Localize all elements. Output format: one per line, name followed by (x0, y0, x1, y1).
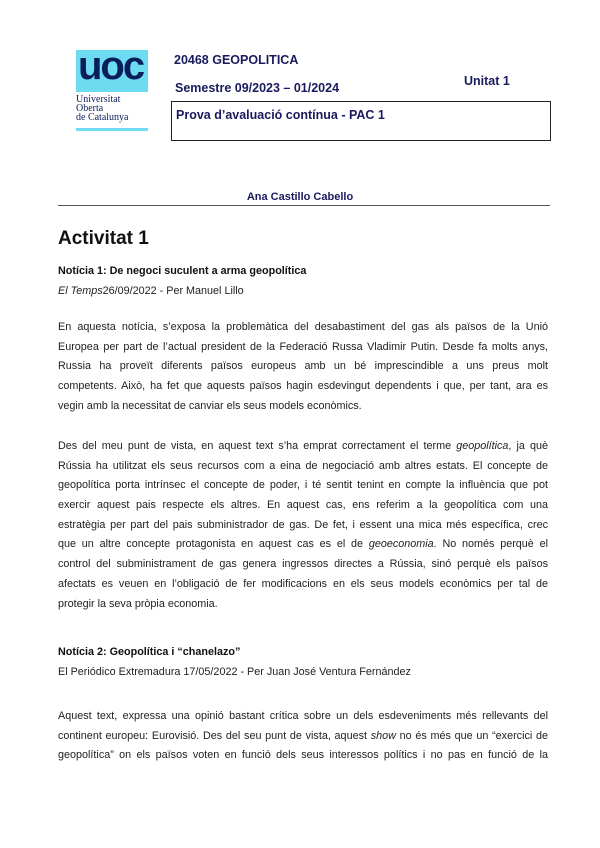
paragraph-line: protegir la seva pròpia economia. (58, 597, 218, 610)
news2-meta: El Periódico Extremadura 17/05/2022 - Per Juan José Ventura Fernández (58, 665, 411, 678)
paragraph-line: afectats es veuen en l’obligació de fer modificacions en els seus models econòmics per tal de (58, 577, 548, 590)
assessment-title: Prova d’avaluació contínua - PAC 1 (176, 108, 385, 122)
unit-label: Unitat 1 (464, 74, 510, 88)
paragraph-line: competents. Això, ha fet que aquests països hagin esdevingut dependents i que, per tant, ara es (58, 380, 548, 393)
paragraph-line: geopolítica porta intrínsec el concepte de poder, i té sentit tenint en compte la influència que pot (58, 479, 548, 492)
news1-paragraph-1 (58, 318, 548, 416)
paragraph-line: estratègia per part del pais subministrador de gas. De fet, i essent una mica més específica, crec (58, 518, 548, 531)
paragraph-line: exercir aquest pais respecte els altres. En aquest cas, ens referim a la geopolítica com una (58, 499, 548, 512)
paragraph-line: control del subministrament de gas genera ingressos directes a Rússia, sinó perquè els països (58, 558, 548, 571)
paragraph-line: que un altre concepte protagonista en aquest cas es el de geoeconomia. No només perquè el (58, 538, 548, 551)
divider (58, 205, 550, 206)
news1-header (58, 262, 548, 301)
paragraph-line: Aquest text, expressa una opinió bastant crítica sobre un dels esdeveniments més rellevants del (58, 710, 548, 722)
paragraph-line: continent europeu: Eurovisió. Des del seu punt de vista, aquest show no és més que un “exercici de (58, 729, 548, 742)
paragraph-line: Russia ha proveït diferents països europeus amb un bé imprescindible a uns preus molt (58, 360, 548, 373)
news1-meta: El Temps26/09/2022 - Per Manuel Lillo (58, 284, 244, 297)
paragraph-line: Rússia ha utilitzat els seus recursos com a eina de negociació amb altres estats. El concepte de (58, 459, 548, 472)
uoc-logo: uoc Universitat Oberta de Catalunya (76, 50, 148, 131)
assessment-box (171, 101, 551, 141)
news2-header (58, 643, 548, 682)
news1-paragraph-2 (58, 437, 548, 614)
course-title: 20468 GEOPOLITICA (174, 53, 299, 67)
author-name: Ana Castillo Cabello (246, 191, 354, 203)
activity-title: Activitat 1 (58, 228, 149, 249)
paragraph-line: vegin amb la necessitat de canviar els seus models econòmics. (58, 399, 362, 412)
news1-title: Notícia 1: De negoci suculent a arma geopolítica (58, 265, 307, 277)
paragraph-line: Des del meu punt de vista, en aquest text s’ha emprat correctament el terme geopolítica, ja què (58, 440, 548, 452)
paragraph-line: geopolítica” on els països voten en funció dels seus interessos polítics i no pas en funció de la (58, 749, 548, 762)
paragraph-line: Europea per part de l’actual president de la Federació Russa Vladimir Putin. Desde fa molts anys, (58, 340, 548, 353)
news2-title: Notícia 2: Geopolítica i “chanelazo” (58, 646, 241, 658)
semester: Semestre 09/2023 – 01/2024 (175, 81, 340, 95)
news2-paragraph-1 (58, 707, 548, 766)
paragraph-line: En aquesta notícia, s’exposa la problemàtica del desabastiment del gas als països de la Unió (58, 321, 548, 333)
